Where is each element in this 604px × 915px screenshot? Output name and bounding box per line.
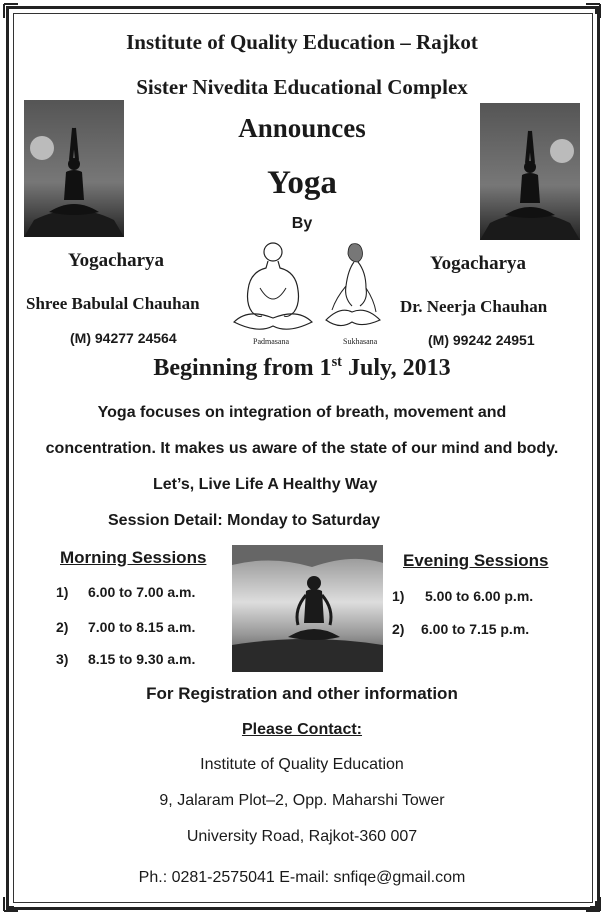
meditation-photo-left [24,100,124,237]
left-teacher-name: Shree Babulal Chauhan [26,294,200,313]
please-contact-heading: Please Contact: [241,721,363,738]
beginning-sup: st [331,354,342,370]
by-label: By [291,215,313,232]
morning-sessions-heading: Morning Sessions [60,548,207,567]
corner-ornament-icon [584,895,602,913]
announces-heading: Announces [238,113,366,143]
evening-item-num: 1) [392,588,405,604]
contact-address-line-1: 9, Jalaram Plot–2, Opp. Maharshi Tower [159,792,445,809]
description-line-1: Yoga focuses on integration of breath, movement and [97,404,507,421]
meditation-photo-center [232,545,383,672]
corner-ornament-icon [2,2,20,20]
corner-ornament-icon [584,2,602,20]
description-line-2: concentration. It makes us aware of the state of our mind and body. [45,440,559,457]
left-teacher-title: Yogacharya [68,250,165,271]
evening-item-num: 2) [392,621,405,637]
morning-item-time: 6.00 to 7.00 a.m. [88,584,196,600]
beginning-suffix: July, 2013 [341,355,451,381]
registration-heading: For Registration and other information [146,684,458,703]
sukhasana-caption: Sukhasana [343,337,378,346]
morning-item-time: 7.00 to 8.15 a.m. [88,619,196,635]
morning-item-num: 2) [56,619,69,635]
left-teacher-phone: (M) 94277 24564 [70,330,177,346]
session-detail: Session Detail: Monday to Saturday [108,512,381,529]
evening-item-time: 6.00 to 7.15 p.m. [421,621,530,637]
beginning-date [0,354,604,382]
morning-item-time: 8.15 to 9.30 a.m. [88,651,196,667]
evening-sessions-heading: Evening Sessions [403,551,549,570]
yoga-title: Yoga [267,165,337,201]
contact-org: Institute of Quality Education [200,756,404,773]
slogan: Let’s, Live Life A Healthy Way [153,476,378,493]
meditation-photo-right [480,103,580,240]
contact-address-line-2: University Road, Rajkot-360 007 [186,828,418,845]
beginning-prefix: Beginning from 1 [153,355,332,381]
complex-heading: Sister Nivedita Educational Complex [136,75,468,99]
morning-item-num: 1) [56,584,69,600]
institute-heading: Institute of Quality Education – Rajkot [126,30,478,54]
right-teacher-name: Dr. Neerja Chauhan [400,297,548,316]
right-teacher-phone: (M) 99242 24951 [428,332,535,348]
padmasana-drawing [228,238,318,340]
morning-item-num: 3) [56,651,69,667]
sukhasana-drawing [322,240,384,338]
corner-ornament-icon [2,895,20,913]
contact-phone-email: Ph.: 0281-2575041 E-mail: snfiqe@gmail.com [138,869,466,886]
right-teacher-title: Yogacharya [430,253,527,274]
evening-item-time: 5.00 to 6.00 p.m. [425,588,534,604]
padmasana-caption: Padmasana [253,337,289,346]
